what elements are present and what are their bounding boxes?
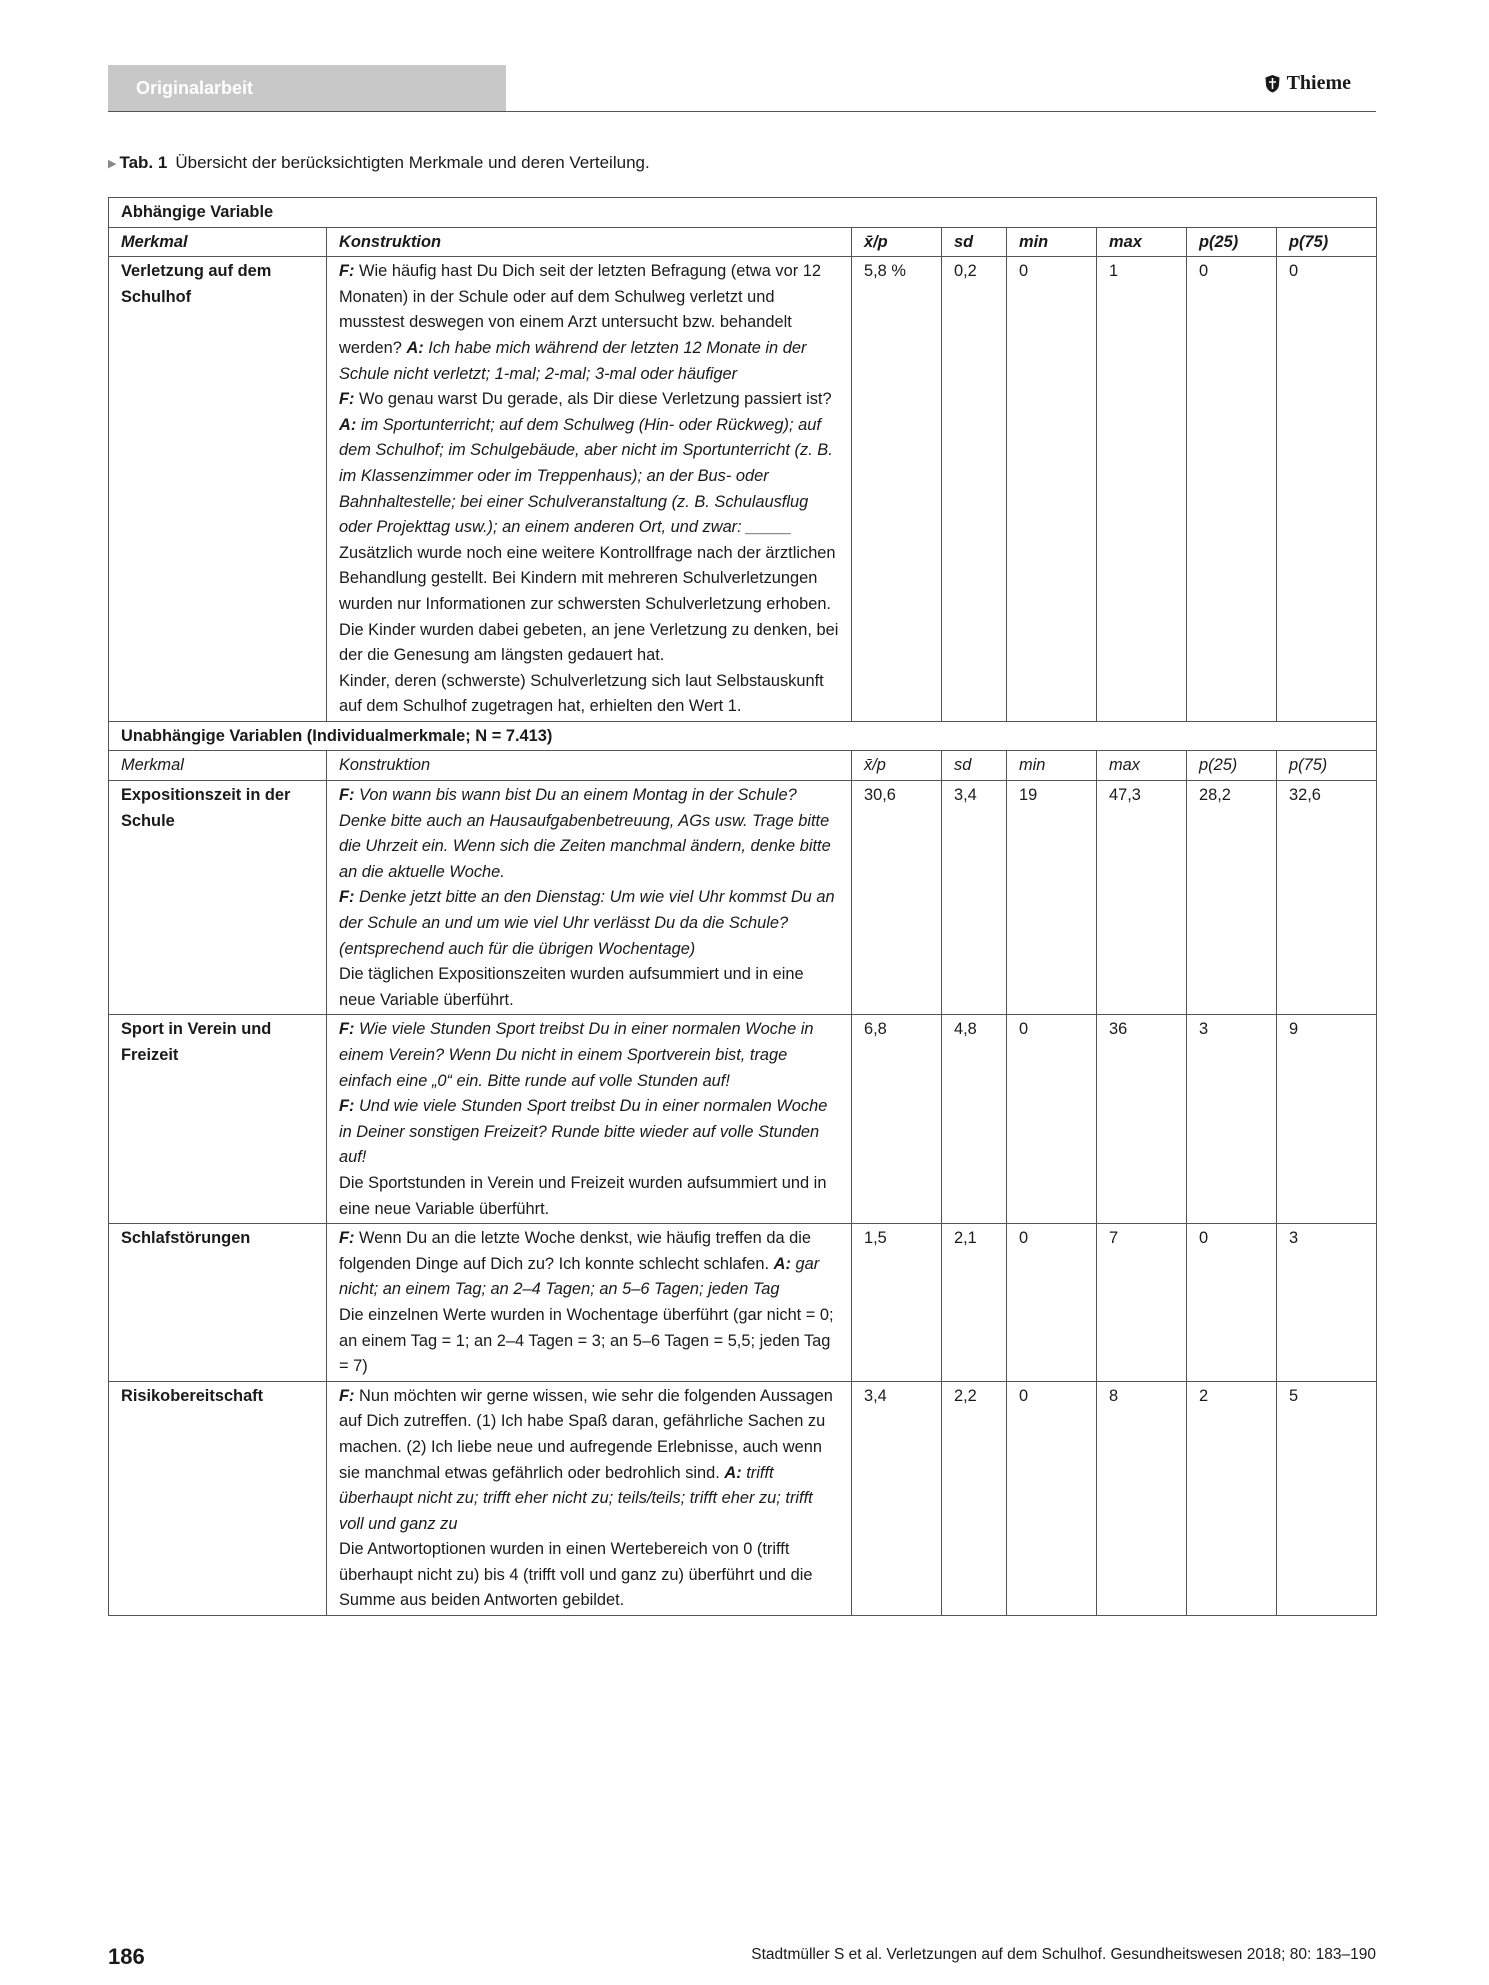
question-label: F: <box>339 1097 355 1116</box>
section-tag: Originalarbeit <box>108 65 506 111</box>
publisher-name: Thieme <box>1286 72 1351 94</box>
column-header: sd <box>942 227 1007 257</box>
question-label: F: <box>339 262 355 281</box>
value-cell: 1 <box>1097 257 1187 722</box>
section-row-independent <box>109 721 1377 751</box>
column-header: Merkmal <box>109 227 327 257</box>
value-cell: 0 <box>1007 1015 1097 1224</box>
question-text: Wie häufig hast Du Dich seit der letzten Befragung (etwa vor 12 Monaten) in der Schule oder auf dem Schulweg verletzt und musstest deswegen von einem Arzt untersucht bzw. behandelt werden? <box>339 262 821 357</box>
konstruktion-cell <box>327 1224 852 1382</box>
answer-label: A: <box>339 415 357 434</box>
value-cell: 47,3 <box>1097 781 1187 1015</box>
value-cell: 3,4 <box>942 781 1007 1015</box>
page-number: 186 <box>108 1944 145 1969</box>
answer-text: im Sportunterricht; auf dem Schulweg (Hin- oder Rückweg); auf dem Schulhof; im Schulgebäude, aber nicht im Sportunterricht (z. B. im Klassenzimmer oder im Treppenhaus); an der Bus- oder Bahnhaltestelle; bei einer Schulveranstaltung (z. B. Schulausflug oder Projekttag usw.); an einem anderen Ort, und zwar: _____ <box>339 415 833 537</box>
merkmal-cell: Risikobereitschaft <box>109 1381 327 1615</box>
answer-text: Ich habe mich während der letzten 12 Monate in der Schule nicht verletzt; 1-mal; 2-mal; 3-mal oder häufiger <box>339 338 807 383</box>
table-row <box>109 1381 1377 1615</box>
question-label: F: <box>339 786 355 805</box>
question-text: Wo genau warst Du gerade, als Dir diese Verletzung passiert ist? <box>359 390 832 409</box>
column-header: max <box>1097 751 1187 781</box>
question-label: F: <box>339 390 355 409</box>
value-cell: 3,4 <box>852 1381 942 1615</box>
note-text: Die Antwortoptionen wurden in einen Wertebereich von 0 (trifft überhaupt nicht zu) bis 4 (trifft voll und ganz zu) überführt und die Summe aus beiden Antworten gebildet. <box>339 1540 813 1610</box>
merkmal-cell: Expositionszeit in der Schule <box>109 781 327 1015</box>
value-cell: 19 <box>1007 781 1097 1015</box>
question-label: F: <box>339 1229 355 1248</box>
answer-label: A: <box>724 1463 742 1482</box>
merkmal-cell: Schlafstörungen <box>109 1224 327 1382</box>
konstruktion-cell <box>327 1381 852 1615</box>
value-cell: 3 <box>1187 1015 1277 1224</box>
thieme-crest-icon <box>1264 74 1281 93</box>
column-header: sd <box>942 751 1007 781</box>
value-cell: 2,1 <box>942 1224 1007 1382</box>
merkmal-cell: Verletzung auf dem Schulhof <box>109 257 327 722</box>
value-cell: 0 <box>1007 257 1097 722</box>
question-text: Nun möchten wir gerne wissen, wie sehr die folgenden Aussagen auf Dich zutreffen. (1) Ich habe Spaß daran, gefährliche Sachen zu machen. (2) Ich liebe neue und aufregende Erlebnisse, auch wenn sie manchmal etwas gefährlich oder bedrohlich sind. <box>339 1386 833 1482</box>
section-row-dependent <box>109 198 1377 228</box>
note-text: Kinder, deren (schwerste) Schulverletzung sich laut Selbstauskunft auf dem Schulhof zugetragen hat, erhielten den Wert 1. <box>339 671 824 716</box>
question-text: Und wie viele Stunden Sport treibst Du in einer normalen Woche in Deiner sonstigen Freizeit? Runde bitte wieder auf volle Stunden auf! <box>339 1097 828 1167</box>
column-header: p(75) <box>1277 227 1377 257</box>
column-header: Konstruktion <box>327 227 852 257</box>
konstruktion-cell <box>327 257 852 722</box>
answer-text: gar nicht; an einem Tag; an 2–4 Tagen; an 5–6 Tagen; jeden Tag <box>339 1254 820 1299</box>
value-cell: 9 <box>1277 1015 1377 1224</box>
column-header: min <box>1007 751 1097 781</box>
question-label: F: <box>339 1386 355 1405</box>
note-text: Die Sportstunden in Verein und Freizeit wurden aufsummiert und in eine neue Variable überführt. <box>339 1173 827 1218</box>
question-text: Wie viele Stunden Sport treibst Du in einer normalen Woche in einem Verein? Wenn Du nicht in einem Sportverein bist, trage einfach eine „0“ ein. Bitte runde auf volle Stunden auf! <box>339 1020 814 1090</box>
column-header: Merkmal <box>109 751 327 781</box>
citation: Stadtmüller S et al. Verletzungen auf dem Schulhof. Gesundheitswesen 2018; 80: 183–190 <box>751 1946 1376 1963</box>
column-header: min <box>1007 227 1097 257</box>
caption-triangle-icon: ▶ <box>108 158 117 170</box>
konstruktion-cell <box>327 781 852 1015</box>
value-cell: 3 <box>1277 1224 1377 1382</box>
variables-table <box>108 197 1377 1616</box>
value-cell: 0 <box>1187 1224 1277 1382</box>
value-cell: 5,8 % <box>852 257 942 722</box>
table-row <box>109 781 1377 1015</box>
question-text: Wenn Du an die letzte Woche denkst, wie häufig treffen da die folgenden Dinge auf Dich zu? Ich konnte schlecht schlafen. <box>339 1229 811 1273</box>
question-text: Von wann bis wann bist Du an einem Montag in der Schule? Denke bitte auch an Hausaufgabenbetreuung, AGs usw. Trage bitte die Uhrzeit ein. Wenn sich die Zeiten manchmal ändern, denke bitte an die aktuelle Woche. <box>339 786 831 881</box>
column-header: x̄/p <box>852 227 942 257</box>
value-cell: 4,8 <box>942 1015 1007 1224</box>
question-label: F: <box>339 888 355 907</box>
value-cell: 1,5 <box>852 1224 942 1382</box>
value-cell: 0 <box>1187 257 1277 722</box>
table-row <box>109 1224 1377 1382</box>
value-cell: 32,6 <box>1277 781 1377 1015</box>
value-cell: 0,2 <box>942 257 1007 722</box>
value-cell: 30,6 <box>852 781 942 1015</box>
caption-label: Tab. 1 <box>119 153 168 172</box>
value-cell: 7 <box>1097 1224 1187 1382</box>
value-cell: 2 <box>1187 1381 1277 1615</box>
value-cell: 0 <box>1007 1381 1097 1615</box>
value-cell: 6,8 <box>852 1015 942 1224</box>
value-cell: 28,2 <box>1187 781 1277 1015</box>
value-cell: 0 <box>1277 257 1377 722</box>
header-row <box>109 751 1377 781</box>
table-row <box>109 257 1377 722</box>
value-cell: 8 <box>1097 1381 1187 1615</box>
section-title: Unabhängige Variablen (Individualmerkmale; N = 7.413) <box>109 721 1377 751</box>
table-caption <box>108 153 650 173</box>
caption-text: Übersicht der berücksichtigten Merkmale und deren Verteilung. <box>175 153 650 172</box>
note-text: Die täglichen Expositionszeiten wurden aufsummiert und in eine neue Variable überführt. <box>339 965 804 1009</box>
header-row <box>109 227 1377 257</box>
column-header: p(75) <box>1277 751 1377 781</box>
answer-label: A: <box>773 1254 791 1273</box>
note-text: Die einzelnen Werte wurden in Wochentage überführt (gar nicht = 0; an einem Tag = 1; an 2–4 Tagen = 3; an 5–6 Tagen = 5,5; jeden Tag = 7) <box>339 1305 834 1376</box>
value-cell: 2,2 <box>942 1381 1007 1615</box>
publisher-logo <box>1264 72 1351 95</box>
question-text: Denke jetzt bitte an den Dienstag: Um wie viel Uhr kommst Du an der Schule an und um wie viel Uhr verlässt Du da die Schule? (entsprechend auch für die übrigen Wochentage) <box>339 888 835 958</box>
value-cell: 36 <box>1097 1015 1187 1224</box>
column-header: Konstruktion <box>327 751 852 781</box>
merkmal-cell: Sport in Verein und Freizeit <box>109 1015 327 1224</box>
answer-label: A: <box>406 338 424 357</box>
column-header: x̄/p <box>852 751 942 781</box>
konstruktion-cell <box>327 1015 852 1224</box>
note-text: Zusätzlich wurde noch eine weitere Kontrollfrage nach der ärztlichen Behandlung gestellt. Bei Kindern mit mehreren Schulverletzungen wurden nur Informationen zur schwersten Schulverletzung erhoben. Die Kinder wurden dabei gebeten, an jene Verletzung zu denken, bei der die Genesung am längsten gedauert hat. <box>339 543 839 665</box>
section-title: Abhängige Variable <box>109 198 1377 228</box>
header-rule <box>108 111 1376 112</box>
question-label: F: <box>339 1020 355 1039</box>
value-cell: 0 <box>1007 1224 1097 1382</box>
column-header: max <box>1097 227 1187 257</box>
answer-text: trifft überhaupt nicht zu; trifft eher nicht zu; teils/teils; trifft eher zu; trifft voll und ganz zu <box>339 1463 813 1533</box>
column-header: p(25) <box>1187 751 1277 781</box>
value-cell: 5 <box>1277 1381 1377 1615</box>
table-row <box>109 1015 1377 1224</box>
column-header: p(25) <box>1187 227 1277 257</box>
